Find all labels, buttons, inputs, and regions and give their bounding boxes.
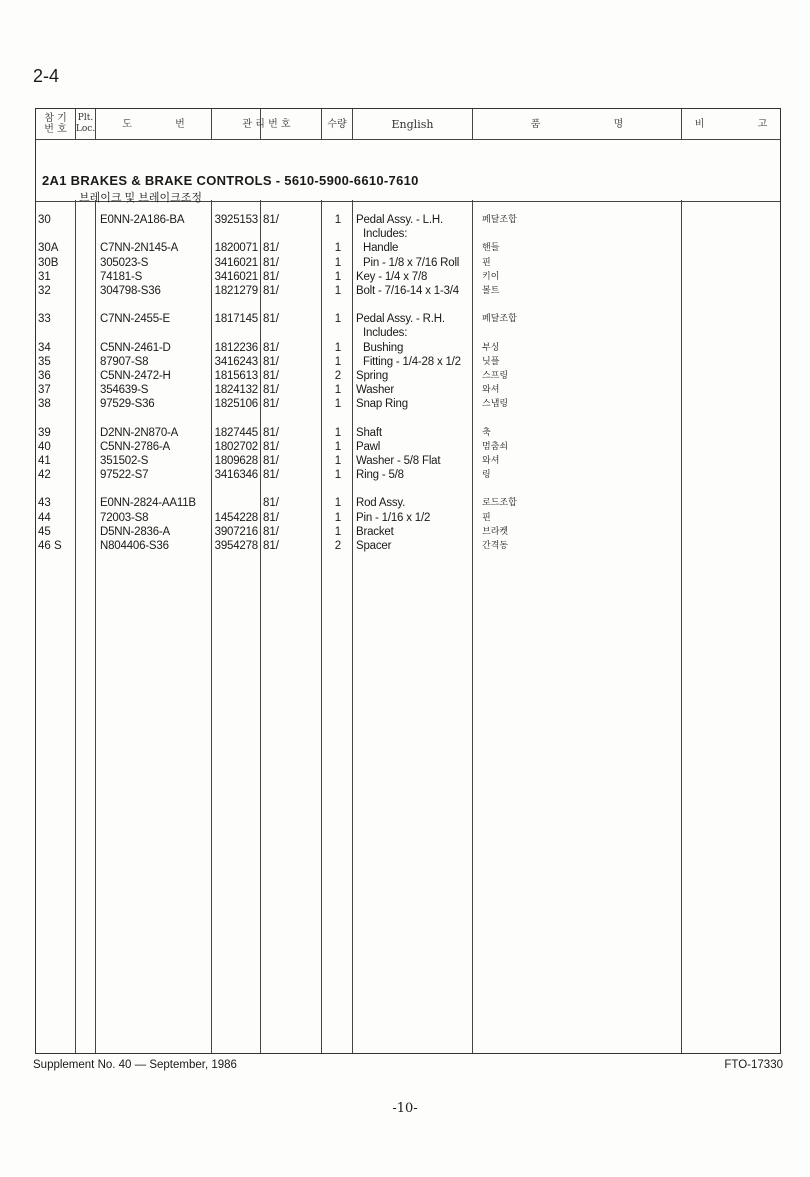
cell-eng: Pawl [356, 440, 381, 453]
cell-part: D5NN-2836-A [100, 525, 171, 538]
section-block [36, 140, 780, 204]
cell-part: 87907-S8 [100, 355, 149, 368]
cell-qty: 1 [334, 313, 342, 326]
cell-code: 81/ [263, 214, 279, 226]
table-row [36, 326, 780, 340]
cell-kor: 핀 [482, 257, 491, 268]
cell-eng: Pin - 1/16 x 1/2 [356, 511, 431, 524]
table-row [36, 341, 780, 355]
page-label: 2-4 [33, 66, 60, 86]
table-row [36, 369, 780, 383]
cell-kor: 부싱 [482, 342, 500, 353]
cell-part: 72003-S8 [100, 511, 149, 524]
cell-mgmt: 1802702 [214, 440, 258, 453]
cell-code: 81/ [263, 426, 279, 439]
header-plant-loc: Plt. Loc. [75, 113, 96, 134]
table-row [36, 312, 780, 326]
cell-ref: 34 [38, 341, 51, 354]
cell-mgmt: 1821279 [214, 285, 258, 297]
table-row [36, 270, 780, 284]
cell-eng: Washer - 5/8 Flat [356, 455, 441, 467]
cell-mgmt: 1820071 [214, 242, 258, 255]
cell-mgmt: 3416021 [214, 270, 258, 283]
cell-qty: 2 [334, 370, 342, 382]
cell-eng: Shaft [356, 426, 382, 439]
cell-code: 81/ [263, 497, 279, 510]
cell-ref: 33 [38, 313, 51, 326]
cell-code: 81/ [263, 242, 279, 255]
document-code: FTO-17330 [724, 1059, 783, 1071]
table-row [36, 213, 780, 227]
cell-qty: 1 [334, 285, 342, 297]
table-row [36, 511, 780, 525]
cell-qty: 1 [334, 469, 342, 482]
header-drawing-no: 도 번 [122, 118, 185, 130]
table-row [36, 241, 780, 255]
cell-eng: Bolt - 7/16-14 x 1-3/4 [356, 285, 459, 297]
cell-ref: 46 S [38, 540, 62, 552]
header-quantity: 수량 [327, 118, 347, 130]
cell-mgmt: 1825106 [214, 398, 258, 411]
cell-mgmt: 1454228 [214, 511, 258, 524]
cell-eng: Fitting - 1/4-28 x 1/2 [363, 355, 461, 368]
table-row [36, 256, 780, 270]
cell-ref: 40 [38, 440, 51, 453]
cell-part: C7NN-2455-E [100, 313, 171, 326]
cell-part: C5NN-2461-D [100, 341, 171, 354]
cell-code: 81/ [263, 384, 279, 397]
cell-kor: 스냅링 [482, 399, 509, 410]
cell-eng: Includes: [363, 228, 408, 241]
cell-eng: Ring - 5/8 [356, 469, 404, 482]
supplement-note: Supplement No. 40 — September, 1986 [33, 1059, 237, 1071]
cell-part: E0NN-2824-AA11B [100, 497, 196, 510]
cell-ref: 30A [38, 242, 59, 255]
cell-qty: 1 [334, 398, 342, 411]
parts-table [35, 108, 781, 1054]
cell-eng: Snap Ring [356, 398, 408, 411]
cell-kor: 페달조합 [482, 314, 517, 325]
table-row [36, 468, 780, 482]
cell-eng: Washer [356, 384, 394, 397]
section-title: 2A1 BRAKES & BRAKE CONTROLS - 5610-5900-6610-7610 [42, 173, 419, 188]
table-row [36, 426, 780, 440]
cell-code: 81/ [263, 285, 279, 297]
cell-ref: 39 [38, 426, 51, 439]
cell-part: 97529-S36 [100, 398, 155, 411]
header-english: English [391, 117, 434, 131]
cell-kor: 키이 [482, 271, 500, 282]
cell-mgmt: 1824132 [214, 384, 258, 397]
cell-kor: 닛플 [482, 356, 500, 367]
cell-part: C7NN-2N145-A [100, 242, 179, 255]
cell-ref: 37 [38, 384, 51, 397]
cell-eng: Pedal Assy. - L.H. [356, 214, 443, 226]
header-management-no: 관 리 번 호 [242, 118, 291, 130]
cell-eng: Includes: [363, 327, 408, 340]
cell-code: 81/ [263, 313, 279, 326]
cell-eng: Rod Assy. [356, 497, 406, 510]
cell-code: 81/ [263, 540, 279, 552]
cell-qty: 1 [334, 355, 342, 368]
table-row [36, 440, 780, 454]
cell-kor: 로드조합 [482, 498, 517, 509]
cell-code: 81/ [263, 341, 279, 354]
cell-mgmt: 3925153 [214, 214, 258, 226]
cell-qty: 1 [334, 511, 342, 524]
cell-eng: Pedal Assy. - R.H. [356, 313, 445, 326]
cell-qty: 1 [334, 426, 342, 439]
cell-ref: 31 [38, 270, 51, 283]
cell-mgmt: 3954278 [214, 540, 258, 552]
cell-ref: 32 [38, 285, 51, 297]
cell-ref: 45 [38, 525, 51, 538]
cell-part: 351502-S [100, 455, 149, 467]
table-row [36, 496, 780, 510]
cell-part: C5NN-2786-A [100, 440, 171, 453]
cell-qty: 1 [334, 525, 342, 538]
header-ref-no: 참 기 번 호 [44, 113, 67, 135]
cell-ref: 44 [38, 511, 51, 524]
cell-ref: 30 [38, 214, 51, 226]
section-subtitle: 브레이크 및 브레이크조정 [79, 192, 202, 204]
table-row [36, 284, 780, 298]
header-korean-name: 품 명 [530, 118, 624, 130]
cell-eng: Spring [356, 370, 389, 382]
cell-mgmt: 3416021 [214, 256, 258, 269]
cell-part: C5NN-2472-H [100, 370, 171, 382]
cell-qty: 1 [334, 497, 342, 510]
cell-code: 81/ [263, 455, 279, 467]
cell-kor: 핀 [482, 512, 491, 523]
cell-mgmt: 1812236 [214, 341, 258, 354]
cell-kor: 링 [482, 470, 491, 481]
cell-ref: 35 [38, 355, 51, 368]
table-row [36, 454, 780, 468]
cell-mgmt: 1817145 [214, 313, 258, 326]
cell-ref: 43 [38, 497, 51, 510]
header-remarks: 비 고 [694, 118, 768, 130]
cell-eng: Bushing [363, 341, 404, 354]
cell-part: E0NN-2A186-BA [100, 214, 185, 226]
cell-part: D2NN-2N870-A [100, 426, 179, 439]
table-row [36, 227, 780, 241]
cell-qty: 1 [334, 440, 342, 453]
cell-mgmt: 3416243 [214, 355, 258, 368]
cell-eng: Spacer [356, 540, 392, 552]
cell-ref: 38 [38, 398, 51, 411]
table-row [36, 539, 780, 553]
cell-qty: 1 [334, 256, 342, 269]
cell-eng: Pin - 1/8 x 7/16 Roll [363, 256, 460, 269]
cell-ref: 41 [38, 455, 51, 467]
cell-eng: Handle [363, 242, 399, 255]
cell-ref: 42 [38, 469, 51, 482]
cell-part: 304798-S36 [100, 285, 161, 297]
cell-mgmt: 1815613 [214, 370, 258, 382]
cell-qty: 1 [334, 455, 342, 467]
cell-code: 81/ [263, 355, 279, 368]
cell-kor: 볼트 [482, 286, 500, 296]
cell-eng: Key - 1/4 x 7/8 [356, 270, 428, 283]
page-number: -10- [392, 1101, 418, 1116]
cell-code: 81/ [263, 270, 279, 283]
cell-kor: 페달조합 [482, 215, 517, 225]
cell-kor: 멈춤쇠 [482, 441, 509, 452]
table-row [36, 383, 780, 397]
table-row [36, 355, 780, 369]
cell-kor: 와셔 [482, 385, 500, 396]
cell-code: 81/ [263, 525, 279, 538]
cell-qty: 2 [334, 540, 342, 552]
cell-kor: 브라켓 [482, 526, 509, 537]
cell-ref: 36 [38, 370, 51, 382]
cell-qty: 1 [334, 341, 342, 354]
cell-kor: 간격동 [482, 541, 509, 551]
cell-code: 81/ [263, 469, 279, 482]
cell-code: 81/ [263, 440, 279, 453]
cell-mgmt: 3416346 [214, 469, 258, 482]
cell-part: 74181-S [100, 270, 143, 283]
cell-kor: 스프링 [482, 371, 509, 381]
cell-part: N804406-S36 [100, 540, 169, 552]
cell-eng: Bracket [356, 525, 394, 538]
cell-part: 354639-S [100, 384, 149, 397]
cell-kor: 핸들 [482, 243, 500, 254]
cell-code: 81/ [263, 370, 279, 382]
cell-ref: 30B [38, 256, 59, 269]
cell-part: 305023-S [100, 256, 149, 269]
cell-mgmt: 3907216 [214, 525, 258, 538]
cell-mgmt: 1809628 [214, 455, 258, 467]
cell-kor: 와셔 [482, 456, 500, 466]
table-row [36, 525, 780, 539]
cell-mgmt: 1827445 [214, 426, 258, 439]
cell-part: 97522-S7 [100, 469, 149, 482]
cell-qty: 1 [334, 214, 342, 226]
cell-qty: 1 [334, 384, 342, 397]
cell-qty: 1 [334, 242, 342, 255]
cell-code: 81/ [263, 256, 279, 269]
cell-code: 81/ [263, 398, 279, 411]
cell-code: 81/ [263, 511, 279, 524]
cell-qty: 1 [334, 270, 342, 283]
cell-kor: 축 [482, 427, 491, 438]
table-row [36, 397, 780, 411]
